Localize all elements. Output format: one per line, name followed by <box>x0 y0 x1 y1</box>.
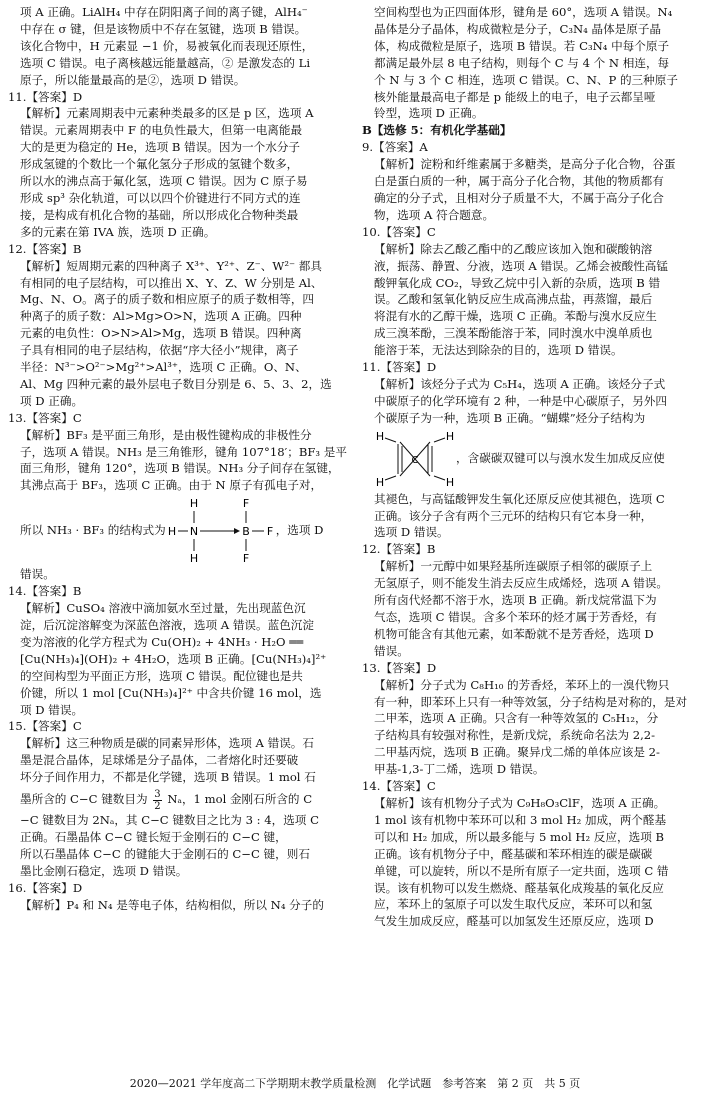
text-line: 其褪色，与高锰酸钾发生氧化还原反应使其褪色，选项 C <box>374 491 665 506</box>
text-line: 项 D 错误。 <box>20 702 84 717</box>
text-line: 气态，选项 C 错误。含多个苯环的烃才属于芳香烃，有 <box>374 610 657 624</box>
text-line: 大的是更为稳定的 He，选项 B 错误。因为一个水分子 <box>20 140 301 155</box>
text-line: 其沸点高于 BF₃，选项 C 正确。由于 N 原子有孤电子对， <box>20 478 323 493</box>
text-line: ，含碳碳双键可以与溴水发生加成反应使 <box>456 451 665 466</box>
fraction-line <box>8 786 350 812</box>
text-line: 错误。 <box>374 643 409 658</box>
text-line: 中碳原子的化学环境有 2 种，一种是中心碳原子，另外四 <box>374 393 667 408</box>
left-column <box>8 4 350 914</box>
text-line: 选项 D 错误。 <box>374 525 449 540</box>
atom-label: F <box>242 552 249 566</box>
text-line: 物，选项 A 符合题意。 <box>374 207 495 222</box>
text-line: 能溶于苯，无法达到除杂的目的，选项 D 错误。 <box>374 343 623 358</box>
text-line: 都满足最外层 8 电子结构，则每个 C 与 4 个 N 相连，每 <box>374 55 670 70</box>
text-line: 所以水的沸点高于氟化氢，选项 C 错误。因为 C 原子易 <box>20 174 308 189</box>
text-line: 半径：N³⁻>O²⁻>Mg²⁺>Al³⁺，选项 C 正确。O、N、 <box>20 360 307 375</box>
atom-label: H <box>167 525 176 539</box>
text-line: 可以和 H₂ 加成，所以最多能与 5 mol H₂ 反应，选项 B <box>374 829 664 844</box>
answer-16: 16.【答案】D <box>8 880 83 895</box>
text-line: 正确。该分子含有两个三元环的结构只有它本身一种， <box>374 508 653 523</box>
right-column <box>362 4 704 930</box>
text-line: 正确。该有机物分子中，醛基碳和苯环相连的碳是碳碳 <box>374 846 653 861</box>
text-line: 淀，后沉淀溶解变为深蓝色溶液，选项 A 错误。蓝色沉淀 <box>20 618 314 632</box>
answer-15: 15.【答案】C <box>8 719 82 734</box>
text-line: Al、Mg 四种元素的最外层电子数目分别是 6、5、3、2，选 <box>20 376 332 391</box>
text-line: 【解析】一元醇中如果羟基所连碳原子相邻的碳原子上 <box>374 559 653 574</box>
answer-14-organic: 14.【答案】C <box>362 779 436 794</box>
atom-label: F <box>242 497 249 511</box>
text-line: 原子，所以能量最高的是②，选项 D 错误。 <box>20 72 246 87</box>
text-line: 价键，所以 1 mol [Cu(NH₃)₄]²⁺ 中含共价键 16 mol，选 <box>20 685 322 700</box>
text-line: [Cu(NH₃)₄](OH)₂ + 4H₂O，选项 B 正确。[Cu(NH₃)₄]²⁺ <box>20 651 327 666</box>
text-line: 无氢原子，则不能发生消去反应生成烯烃，选项 A 错误。 <box>374 576 668 591</box>
atom-label: H <box>189 552 198 566</box>
answer-12: 12.【答案】B <box>8 241 82 256</box>
text-line: 酸钾氧化成 CO₂，导致乙烷中引入新的杂质，选项 B 错 <box>374 275 661 290</box>
text-line: 变为溶液的化学方程式为 Cu(OH)₂ + 4NH₃ · H₂O ══ <box>20 634 304 649</box>
text-line: 气发生加成反应，醛基可以加氢发生还原反应，选项 D <box>374 914 654 929</box>
text-line: Mg、N、O。离子的质子数和相应原子的质子数相等，四 <box>20 292 315 307</box>
text-line: 错误。 <box>20 567 55 582</box>
text-line: −C 键数目为 2Nₐ，其 C−C 键数目之比为 3 : 4，选项 C <box>20 813 319 828</box>
fraction-denominator: 2 <box>154 800 161 812</box>
text-line: 项 D 正确。 <box>20 393 84 408</box>
text-line: 确定的分子式，且相对分子质量不大，不属于高分子化合 <box>374 190 664 205</box>
text-line: 甲基-1,3-丁二烯，选项 D 错误。 <box>374 762 545 777</box>
text-line: 误。该有机物可以发生燃烧、醛基氧化成羧基的氧化反应 <box>374 880 664 895</box>
text-line: 成三溴苯酚，三溴苯酚能溶于苯，同时溴水中溴单质也 <box>374 326 653 341</box>
section-heading: B【选修 5：有机化学基础】 <box>362 123 512 138</box>
text-line: 【解析】BF₃ 是平面三角形，是由极性键构成的非极性分 <box>20 427 312 442</box>
text-line: 二甲苯，选项 A 正确。只含有一种等效氢的 C₅H₁₂，分 <box>374 711 659 726</box>
text-line: 【解析】淀粉和纤维素属于多糖类，是高分子化合物，谷蛋 <box>374 157 676 172</box>
text-line: 多的元素在第 IVA 族，选项 D 正确。 <box>20 224 216 239</box>
text-line: 形成 sp³ 杂化轨道，可以以四个价键进行不同方式的连 <box>20 190 301 205</box>
text-line: 有相同的电子层结构，可以推出 X、Y、Z、W 分别是 Al、 <box>20 275 323 290</box>
answer-11: 11.【答案】D <box>8 89 83 104</box>
text-line: 液，振荡、静置、分液，选项 A 错误。乙烯会被酸性高锰 <box>374 258 668 273</box>
text-line: 应，苯环上的氢原子可以发生取代反应，苯环可以和氢 <box>374 897 653 912</box>
text-line: 【解析】CuSO₄ 溶液中滴加氨水至过量，先出现蓝色沉 <box>20 601 306 616</box>
text-line: 【解析】这三种物质是碳的同素异形体，选项 A 错误。石 <box>20 736 314 751</box>
answer-14: 14.【答案】B <box>8 584 82 599</box>
text-line: 误。乙酸和氢氧化钠反应生成高沸点盐，再蒸馏，最后 <box>374 292 653 307</box>
text-line: 白是蛋白质的一种，属于高分子化合物，其他的物质都有 <box>374 174 664 189</box>
text-line: 面三角形，键角 120°，选项 B 错误。NH₃ 分子间存在氢键， <box>20 461 340 476</box>
text-line: 【解析】P₄ 和 N₄ 是等电子体，结构相似，所以 N₄ 分子的 <box>20 897 324 912</box>
answer-12-organic: 12.【答案】B <box>362 542 436 557</box>
atom-label: B <box>241 525 250 539</box>
text-line: 将混有水的乙醇干燥，选项 C 正确。苯酚与溴水反应生 <box>374 309 657 324</box>
text-line: 【解析】短周期元素的四种离子 X³⁺、Y²⁺、Z⁻、W²⁻ 都具 <box>20 258 322 273</box>
text-line: 中存在 σ 键，但是该物质中不存在氢键，选项 B 错误。 <box>20 21 307 36</box>
answer-10: 10.【答案】C <box>362 224 436 239</box>
text-line: 子结构具有较强对称性，是新戊烷，系统命名法为 2,2- <box>374 728 656 743</box>
nh3-bf3-structural-formula <box>166 495 276 565</box>
text-line: 所以 NH₃ · BF₃ 的结构式为 <box>20 522 166 537</box>
text-line: 项 A 正确。LiAlH₄ 中存在阴阳离子间的离子键，AlH₄⁻ <box>20 5 308 19</box>
atom-label: N <box>189 525 198 539</box>
atom-label: H <box>189 497 198 511</box>
text-line: 种离子的质子数：Al>Mg>O>N，选项 A 正确。四种 <box>20 309 302 324</box>
atom-label: H <box>445 475 455 489</box>
text-line: 墨是混合晶体，足球烯是分子晶体，二者熔化时还要破 <box>20 753 299 768</box>
nh3-bf3-structure-line <box>8 494 350 566</box>
text-line: 形成氢键的个数比一个氟化氢分子形成的氢键个数多， <box>20 157 299 172</box>
butterfly-hydrocarbon-line <box>362 427 704 491</box>
text-line: 【解析】元素周期表中元素种类最多的区是 p 区，选项 A <box>20 106 314 121</box>
text-line: 1 mol 该有机物中苯环可以和 3 mol H₂ 加成，两个醛基 <box>374 812 667 827</box>
answer-11-organic: 11.【答案】D <box>362 360 437 375</box>
text-line: 选项 C 错误。电子离核越远能量越高，② 是激发态的 Li <box>20 55 311 70</box>
text-line: 该化合物中，H 元素显 −1 价，易被氧化而表现还原性， <box>20 38 314 53</box>
text-line: 子，选项 A 错误。NH₃ 是三角锥形，键角 107°18′；BF₃ 是平 <box>20 444 347 459</box>
text-line: 所以石墨晶体 C−C 的键能大于金刚石的 C−C 键，则石 <box>20 846 310 861</box>
text-line: 有一种，即苯环上只有一种等效氢，分子结构是对称的，是对 <box>374 694 688 709</box>
text-line: ，选项 D <box>275 522 324 537</box>
atom-label: F <box>266 525 273 539</box>
answer-13-organic: 13.【答案】D <box>362 660 437 675</box>
text-line: 体，构成微粒是原子，选项 B 错误。若 C₃N₄ 中每个原子 <box>374 38 670 53</box>
text-line: 所有卤代烃都不溶于水，选项 B 正确。新戊烷常温下为 <box>374 593 657 608</box>
text-line: 接，是构成有机化合物的基础，所以形成化合物种类最 <box>20 207 299 222</box>
text-line: 个 N 与 3 个 C 相连，选项 C 错误。C、N、P 的三种原子 <box>374 72 678 87</box>
text-line: 墨比金刚石稳定，选项 D 错误。 <box>20 863 188 878</box>
text-line: 二甲基丙烷，选项 B 正确。聚异戊二烯的单体应该是 2- <box>374 745 660 760</box>
text-line: 的空间构型为平面正方形，选项 C 错误。配位键也是共 <box>20 668 303 683</box>
text-line: 元素的电负性：O>N>Al>Mg，选项 B 错误。四种离 <box>20 326 302 341</box>
text-line: Nₐ，1 mol 金刚石所含的 C <box>167 792 313 807</box>
text-line: 【解析】除去乙酸乙酯中的乙酸应该加入饱和碳酸钠溶 <box>374 241 653 256</box>
answer-13: 13.【答案】C <box>8 410 82 425</box>
text-line: 个碳原子为一种，选项 B 正确。“蝴蝶”烃分子结构为 <box>374 410 646 425</box>
text-line: 坏分子间作用力，不都是化学键，选项 B 错误。1 mol 石 <box>20 770 316 785</box>
text-line: 机物可能含有其他元素，如苯酚就不是芳香烃，选项 D <box>374 626 654 641</box>
text-line: 墨所含的 C−C 键数目为 <box>20 792 148 807</box>
text-line: 铃型，选项 D 正确。 <box>374 106 484 121</box>
text-line: 子具有相同的电子层结构，依据“序大径小”规律，离子 <box>20 343 299 358</box>
text-line: 【解析】该有机物分子式为 C₉H₈O₃ClF，选项 A 正确。 <box>374 795 666 810</box>
atom-label: C <box>411 454 419 466</box>
butterfly-hydrocarbon-structure <box>374 428 456 490</box>
atom-label: H <box>445 429 455 443</box>
text-line: 错误。元素周期表中 F 的电负性最大，但第一电离能最 <box>20 123 303 138</box>
text-line: 【解析】分子式为 C₈H₁₀ 的芳香烃，苯环上的一溴代物只 <box>374 677 670 692</box>
text-line: 晶体是分子晶体，构成微粒是分子，C₃N₄ 晶体是原子晶 <box>374 21 662 36</box>
text-line: 单键，可以旋转，所以不是所有原子一定共面，选项 C 错 <box>374 863 669 878</box>
fraction-numerator: 3 <box>154 788 161 800</box>
text-line: 正确。石墨晶体 C−C 键长短于金刚石的 C−C 键， <box>20 829 287 844</box>
fraction-3-over-2 <box>153 789 161 812</box>
text-line: 核外能量最高电子都是 p 能级上的电子，电子云都呈哑 <box>374 89 656 104</box>
text-line: 空间构型也为正四面体形，键角是 60°，选项 A 错误。N₄ <box>374 5 673 19</box>
page-footer: 2020—2021 学年度高二下学期期末教学质量检测 化学试题 参考答案 第 2 页 共 5 页 <box>129 1077 581 1090</box>
atom-label: H <box>375 475 385 489</box>
answer-9: 9.【答案】A <box>362 140 428 155</box>
text-line: 【解析】该烃分子式为 C₅H₄，选项 A 正确。该烃分子式 <box>374 376 666 391</box>
atom-label: H <box>375 429 385 443</box>
